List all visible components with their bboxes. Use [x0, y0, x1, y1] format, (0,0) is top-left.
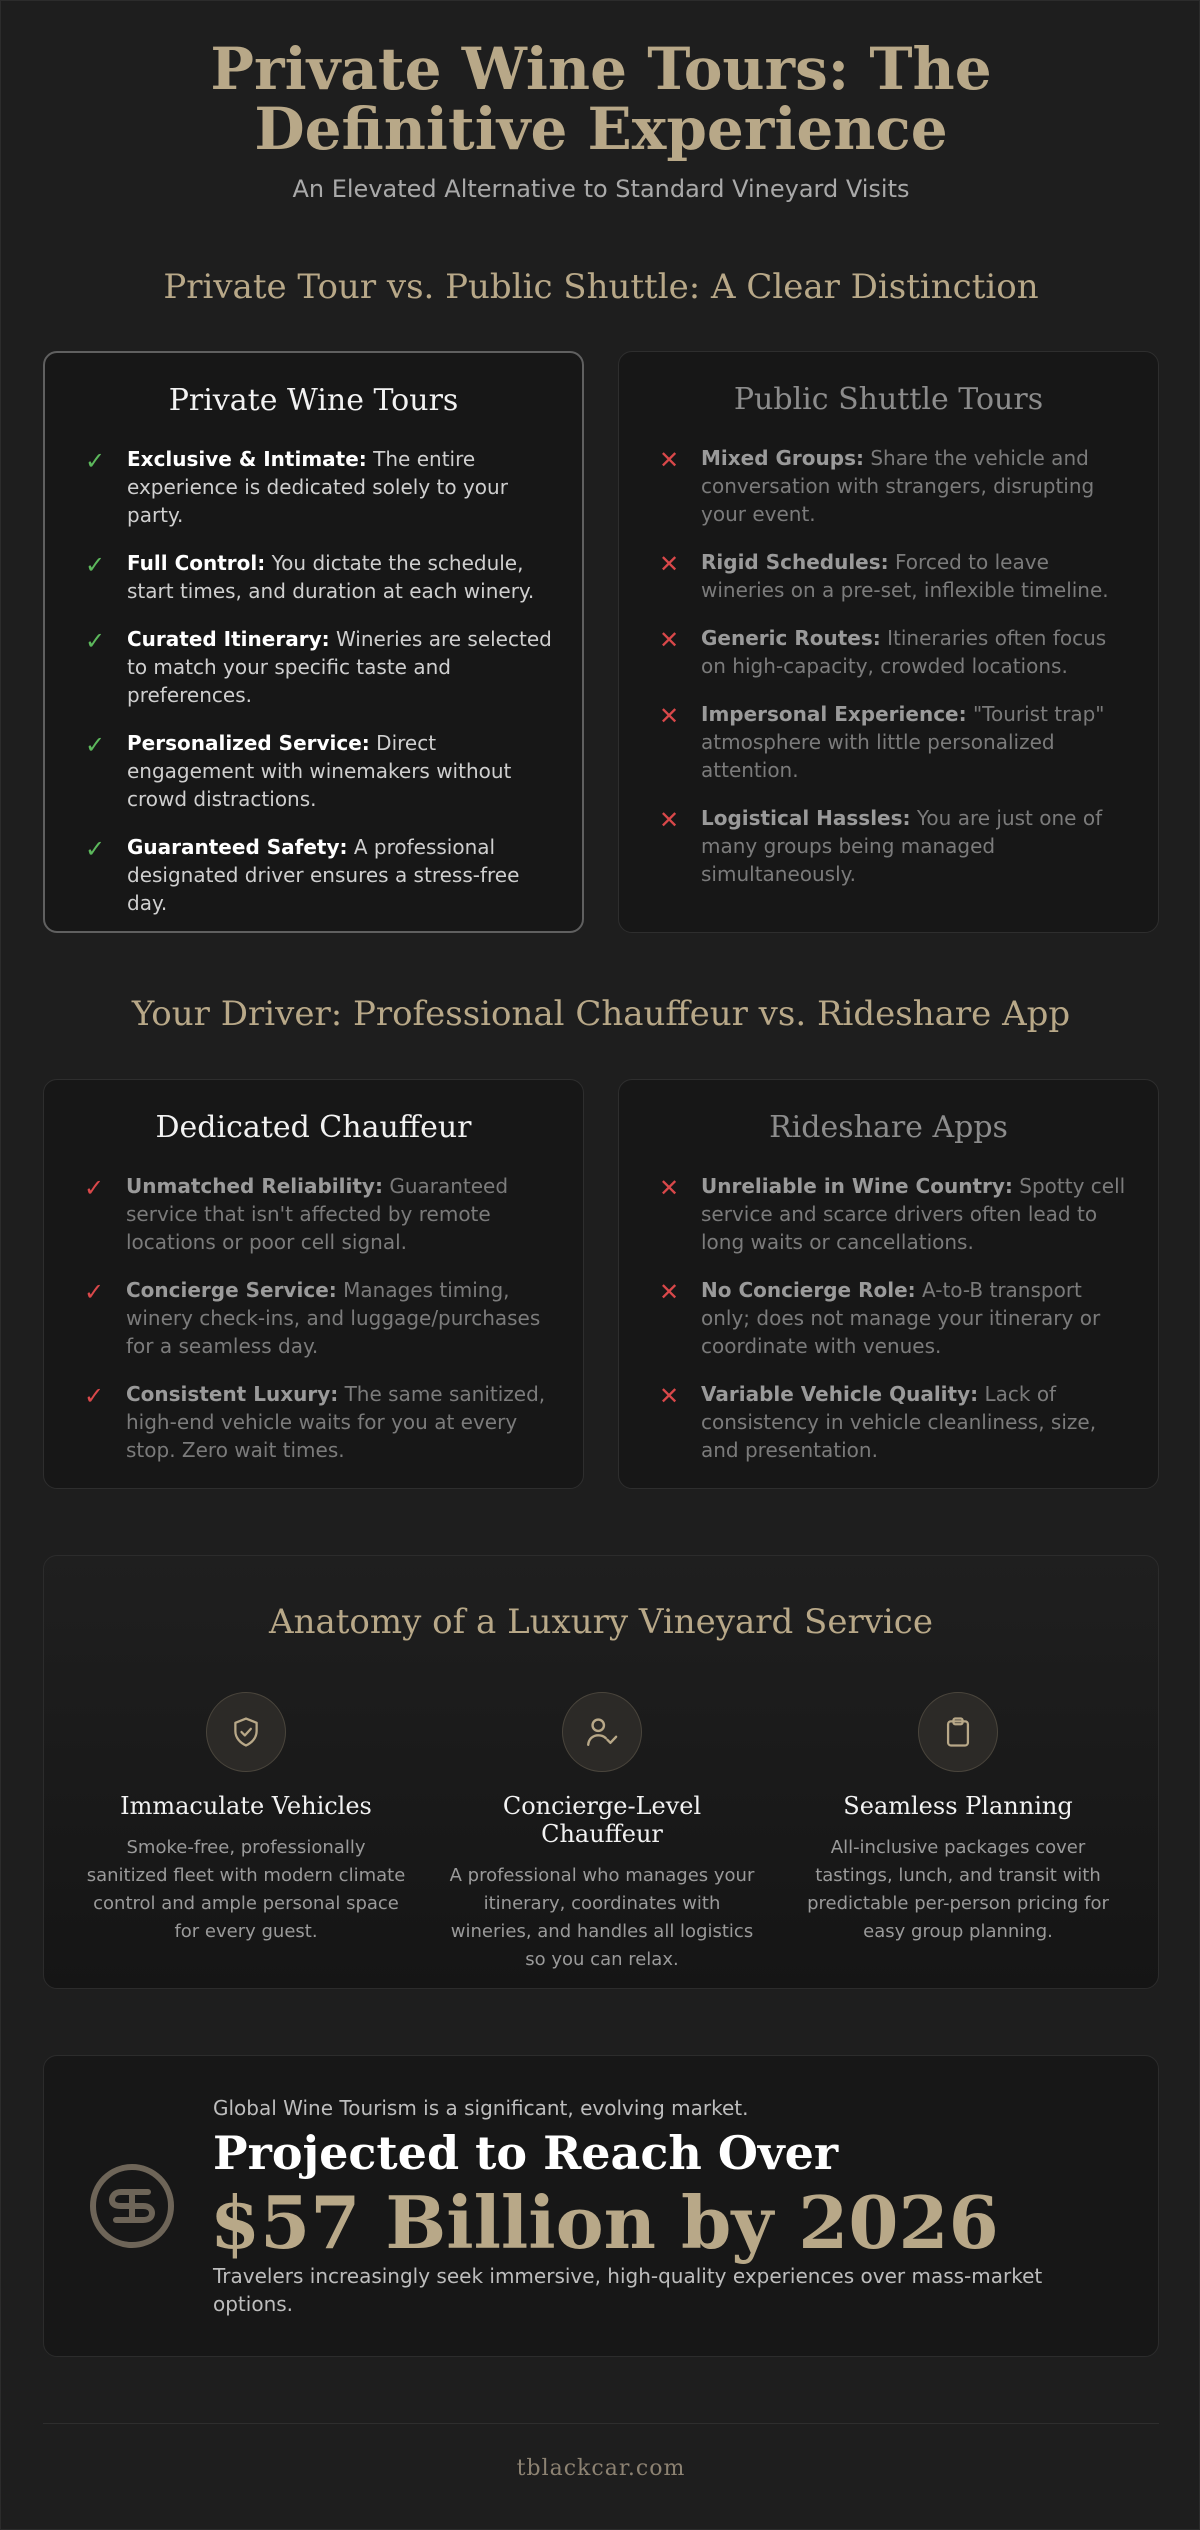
feature-immaculate-vehicles [86, 1692, 406, 1946]
public-shuttle-title: Public Shuttle Tours [733, 382, 1044, 417]
stat-headline: Projected to Reach Over [213, 2126, 839, 2180]
list-item [80, 1172, 553, 1256]
cross-icon: ✕ [658, 550, 680, 578]
list-item [81, 625, 552, 709]
list-item-text: Guaranteed service that isn't affected by remote locations or poor cell signal. [126, 1174, 509, 1254]
list-item-label: Full Control: [127, 551, 266, 575]
list-item-text: Wineries are selected to match your specific taste and preferences. [127, 627, 552, 707]
dedicated-chauffeur-list [80, 1172, 553, 1484]
list-item [655, 1276, 1128, 1360]
tours-comparison-heading: Private Tour vs. Public Shuttle: A Clear Distinction [163, 267, 1039, 307]
list-item-text: A-to-B transport only; does not manage your itinerary or coordinate with venues. [701, 1278, 1101, 1358]
check-icon: ✓ [83, 1174, 105, 1202]
cross-icon: ✕ [658, 702, 680, 730]
check-icon: ✓ [83, 1382, 105, 1410]
public-shuttle-card [618, 351, 1159, 933]
check-icon: ✓ [84, 447, 106, 475]
check-icon: ✓ [84, 551, 106, 579]
list-item-text: Manages timing, winery check-ins, and luggage/purchases for a seamless day. [126, 1278, 541, 1358]
list-item [80, 1380, 553, 1464]
shield-check-icon [206, 1692, 286, 1772]
cross-icon: ✕ [658, 1174, 680, 1202]
list-item-label: Variable Vehicle Quality: [701, 1382, 979, 1406]
list-item-text: Spotty cell service and scarce drivers often lead to long waits or cancellations. [701, 1174, 1126, 1254]
public-shuttle-list [655, 444, 1128, 908]
list-item-text: Share the vehicle and conversation with strangers, disrupting your event. [701, 446, 1095, 526]
list-item [81, 445, 552, 529]
private-tours-list [81, 445, 552, 937]
private-tours-card [43, 351, 584, 933]
list-item [81, 729, 552, 813]
check-icon: ✓ [83, 1278, 105, 1306]
list-item-label: Impersonal Experience: [701, 702, 967, 726]
list-item [655, 548, 1128, 604]
list-item-label: Rigid Schedules: [701, 550, 889, 574]
list-item-label: Consistent Luxury: [126, 1382, 339, 1406]
list-item [655, 804, 1128, 888]
rideshare-apps-list [655, 1172, 1128, 1484]
check-icon: ✓ [84, 731, 106, 759]
anatomy-heading: Anatomy of a Luxury Vineyard Service [269, 1602, 933, 1642]
user-check-icon [562, 1692, 642, 1772]
page-title [1, 35, 1200, 163]
cross-icon: ✕ [658, 1278, 680, 1306]
driver-comparison-heading: Your Driver: Professional Chauffeur vs. Rideshare App [131, 994, 1071, 1034]
check-icon: ✓ [84, 627, 106, 655]
page-title-line-1: Private Wine Tours: The [210, 35, 992, 103]
dedicated-chauffeur-card [43, 1079, 584, 1489]
cross-icon: ✕ [658, 446, 680, 474]
list-item-label: Exclusive & Intimate: [127, 447, 367, 471]
cross-icon: ✕ [658, 806, 680, 834]
stat-figure: $57 Billion by 2026 [210, 2180, 999, 2265]
feature-title: Immaculate Vehicles [120, 1792, 372, 1820]
list-item-label: Personalized Service: [127, 731, 370, 755]
list-item-text: Itineraries often focus on high-capacity, crowded locations. [701, 626, 1107, 678]
list-item-text: You are just one of many groups being managed simultaneously. [701, 806, 1103, 886]
list-item-label: No Concierge Role: [701, 1278, 916, 1302]
dedicated-chauffeur-title: Dedicated Chauffeur [155, 1110, 472, 1145]
list-item-text: Lack of consistency in vehicle cleanliness, size, and presentation. [701, 1382, 1097, 1462]
feature-description: All-inclusive packages cover tastings, lunch, and transit with predictable per-person pricing for easy group planning. [807, 1837, 1109, 1942]
rideshare-apps-title: Rideshare Apps [769, 1110, 1008, 1145]
feature-seamless-planning [798, 1692, 1118, 1946]
anatomy-panel [43, 1555, 1159, 1989]
feature-concierge-chauffeur [442, 1692, 762, 1974]
page-title-line-2: Definitive Experience [254, 95, 948, 163]
clipboard-icon [918, 1692, 998, 1772]
page-subtitle: An Elevated Alternative to Standard Vineyard Visits [292, 175, 910, 203]
list-item-text: The same sanitized, high-end vehicle waits for you at every stop. Zero wait times. [126, 1382, 546, 1462]
list-item [655, 1172, 1128, 1256]
list-item [655, 624, 1128, 680]
feature-title: Concierge-Level Chauffeur [502, 1792, 702, 1848]
list-item-text: A professional designated driver ensures a stress-free day. [127, 835, 520, 915]
list-item-label: Curated Itinerary: [127, 627, 330, 651]
footer-site-link[interactable]: tblackcar.com [516, 2456, 686, 2481]
list-item-label: Mixed Groups: [701, 446, 864, 470]
list-item-label: Unmatched Reliability: [126, 1174, 383, 1198]
list-item-label: Concierge Service: [126, 1278, 337, 1302]
list-item [655, 444, 1128, 528]
list-item [655, 1380, 1128, 1464]
list-item-label: Unreliable in Wine Country: [701, 1174, 1013, 1198]
market-stat-panel [43, 2055, 1159, 2357]
list-item-text: Direct engagement with winemakers without crowd distractions. [127, 731, 512, 811]
footer-divider [43, 2423, 1159, 2424]
list-item-text: The entire experience is dedicated solely to your party. [127, 447, 508, 527]
cross-icon: ✕ [658, 626, 680, 654]
list-item-text: Forced to leave wineries on a pre-set, inflexible timeline. [701, 550, 1109, 602]
private-tours-title: Private Wine Tours [168, 383, 459, 418]
rideshare-apps-card [618, 1079, 1159, 1489]
feature-description: Smoke-free, professionally sanitized fleet with modern climate control and ample personal space for every guest. [86, 1837, 406, 1942]
list-item-label: Guaranteed Safety: [127, 835, 348, 859]
list-item-text: You dictate the schedule, start times, and duration at each winery. [127, 551, 535, 603]
list-item-label: Logistical Hassles: [701, 806, 911, 830]
feature-description: A professional who manages your itinerary, coordinates with wineries, and handles all logistics so you can relax. [449, 1865, 755, 1970]
cross-icon: ✕ [658, 1382, 680, 1410]
list-item [655, 700, 1128, 784]
list-item [81, 833, 552, 917]
stat-note: Travelers increasingly seek immersive, high-quality experiences over mass-market options. [213, 2264, 1043, 2316]
feature-title: Seamless Planning [843, 1792, 1073, 1820]
stat-intro: Global Wine Tourism is a significant, evolving market. [213, 2096, 749, 2120]
list-item-text: "Tourist trap" atmosphere with little personalized attention. [701, 702, 1105, 782]
list-item-label: Generic Routes: [701, 626, 881, 650]
list-item [81, 549, 552, 605]
tblackcar-logo-icon [88, 2162, 176, 2250]
list-item [80, 1276, 553, 1360]
check-icon: ✓ [84, 835, 106, 863]
